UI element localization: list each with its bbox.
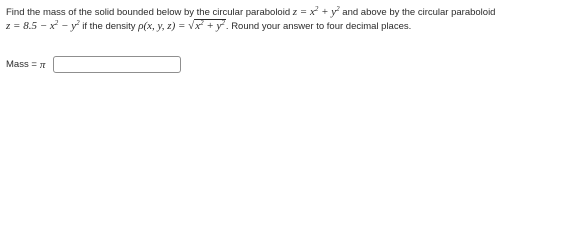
square-root: $√x^2 + y^2$ — [188, 18, 225, 32]
problem-density-text: if the density — [79, 20, 136, 32]
answer-row — [6, 54, 181, 75]
upper-paraboloid-equation: $z = 8.5 - x^2 - y^2$ — [6, 18, 80, 32]
problem-intro: Find the mass of the solid bounded below by the circular paraboloid — [6, 7, 291, 18]
mass-answer-input[interactable] — [53, 56, 181, 73]
pi-symbol: π — [39, 58, 46, 71]
problem-rounding-instruction: . Round your answer to four decimal places. — [225, 20, 412, 32]
density-function: ρ(x, y, $z) = √x^2 + y^2$ — [138, 18, 225, 32]
problem-upper-text: and above by the circular paraboloid — [339, 7, 496, 18]
lower-paraboloid-equation: $z = x^2 + y^2$ — [292, 5, 340, 18]
mass-label: Mass = — [6, 59, 37, 70]
problem-statement — [6, 6, 558, 33]
